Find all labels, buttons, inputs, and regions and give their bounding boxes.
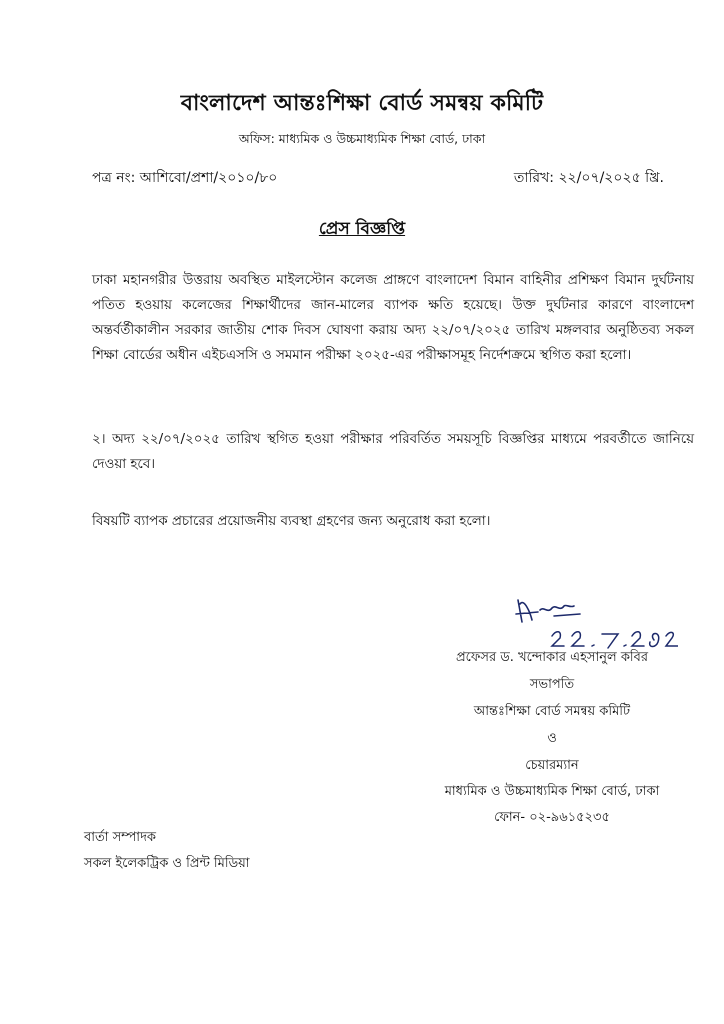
body-paragraph-1: ঢাকা মহানগরীর উত্তরায় অবস্থিত মাইলস্টোন কলেজ প্রাঙ্গণে বাংলাদেশ বিমান বাহিনীর প্রশিক্ষণ বিমান দুর্ঘটনায় পতিত হওয়ায় কলেজের শিক্ষার্থীদের জান-মালের ব্যাপক ক্ষতি হয়েছে। উক্ত দুর্ঘটনার কারণে বাংলাদেশ অন্তর্বর্তীকালীন সরকার জাতীয় শোক দিবস ঘোষণা করায় অদ্য ২২/০৭/২০২৫ তারিখ মঙ্গলবার অনুষ্ঠিতব্য সকল শিক্ষা বোর্ডের অধীন এইচএসসি ও সমমান পরীক্ষা ২০২৫-এর পরীক্ষাসমূহ নির্দেশক্রমে স্থগিত করা হলো। (92, 273, 694, 363)
signatory-designation: সভাপতি (529, 677, 575, 692)
signatory-name: প্রফেসর ড. খন্দোকার এহসানুল কবির (455, 650, 649, 665)
memo-date: তারিখ: ২২/০৭/২০২৫ খ্রি. (513, 170, 664, 186)
organization-title: বাংলাদেশ আন্তঃশিক্ষা বোর্ড সমন্বয় কমিটি (180, 91, 544, 116)
recipient-line-1: বার্তা সম্পাদক (84, 830, 157, 845)
memo-number: পত্র নং: আশিবো/প্রশা/২০১০/৮০ (92, 170, 278, 186)
recipient-line-2: সকল ইলেকট্রিক ও প্রিন্ট মিডিয়া (84, 856, 250, 871)
signatory-conjunction: ও (547, 731, 557, 746)
signatory-board: মাধ্যমিক ও উচ্চমাধ্যমিক শিক্ষা বোর্ড, ঢাকা (444, 784, 660, 799)
office-subtitle: অফিস: মাধ্যমিক ও উচ্চমাধ্যমিক শিক্ষা বোর্ড, ঢাকা (238, 131, 486, 146)
signatory-role: চেয়ারম্যান (525, 758, 579, 773)
handwritten-signature (508, 592, 678, 654)
document-heading (0, 216, 724, 244)
signatory-committee: আন্তঃশিক্ষা বোর্ড সমন্বয় কমিটি (473, 704, 631, 719)
heading-text: প্রেস বিজ্ঞপ্তি (318, 219, 406, 239)
body-paragraph-2: ২। অদ্য ২২/০৭/২০২৫ তারিখ স্থগিত হওয়া পরীক্ষার পরিবর্তিত সময়সূচি বিজ্ঞপ্তির মাধ্যমে পরবর্তীতে জানিয়ে দেওয়া হবে। (92, 432, 694, 472)
signatory-phone: ফোন- ০২-৯৬১৫২৩৫ (494, 810, 610, 825)
body-paragraph-3: বিষয়টি ব্যাপক প্রচারের প্রয়োজনীয় ব্যবস্থা গ্রহণের জন্য অনুরোধ করা হলো। (92, 514, 491, 529)
